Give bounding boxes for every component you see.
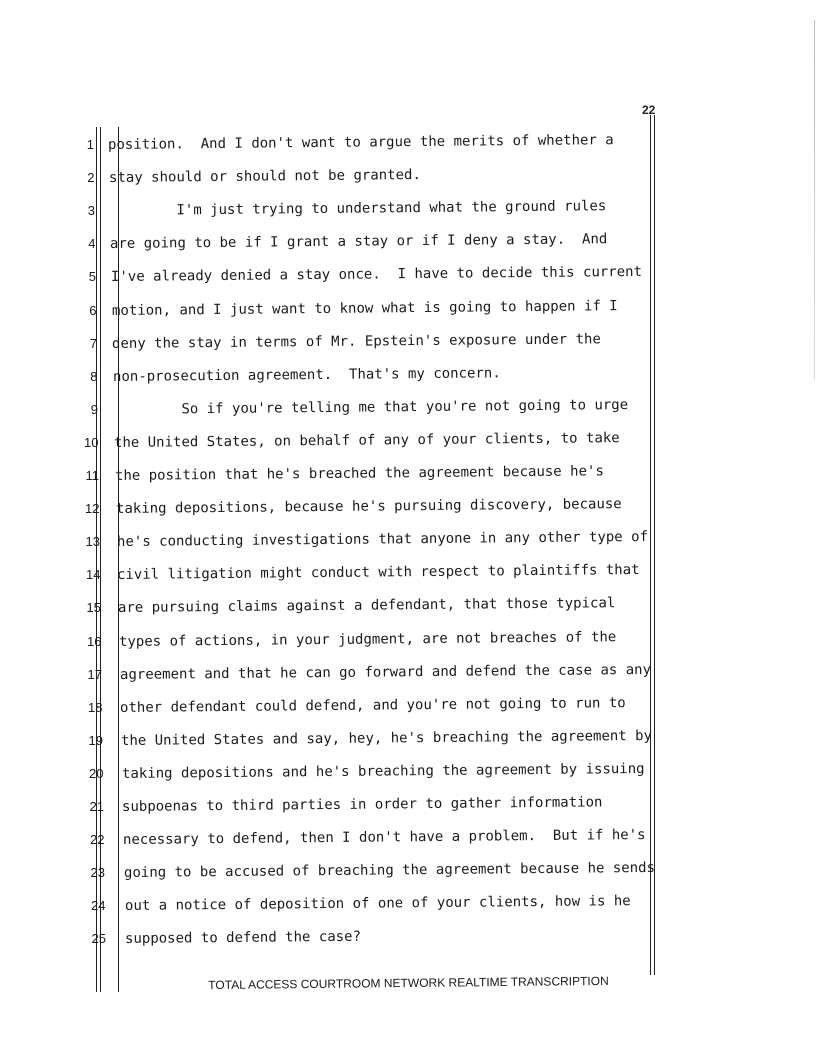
transcript-line — [0, 694, 817, 718]
transcript-line — [0, 231, 817, 254]
line-number: 22 — [90, 832, 105, 848]
line-text: types of actions, in your judgment, are not breaches of the — [118, 628, 617, 650]
transcript-line — [0, 562, 817, 585]
line-number: 20 — [89, 765, 104, 781]
line-number: 10 — [84, 434, 99, 450]
transcript-line — [0, 168, 817, 188]
line-text: non-prosecution agreement. That's my concern. — [112, 364, 501, 385]
transcript-line — [0, 827, 817, 850]
line-number: 8 — [90, 368, 98, 384]
line-number: 21 — [89, 799, 104, 814]
line-text: So if you're telling me that you're not going to urge — [113, 396, 628, 418]
transcript-line — [0, 496, 817, 519]
line-text: supposed to defend the case? — [125, 929, 362, 948]
transcript-line — [0, 595, 817, 618]
line-number: 18 — [88, 699, 103, 715]
line-number: 24 — [91, 898, 106, 914]
transcript-line — [0, 628, 817, 652]
line-text: civil litigation might conduct with respect to plaintiffs that — [117, 562, 641, 584]
line-text: are going to be if I grant a stay or if I deny a stay. And — [110, 231, 608, 253]
transcript-line — [0, 330, 817, 354]
line-text: I've already denied a stay once. I have to decide this current — [110, 264, 642, 286]
transcript-line — [0, 760, 817, 784]
line-text: I'm just trying to understand what the ground rules — [109, 198, 607, 220]
line-text: taking depositions, because he's pursuing discovery, because — [115, 496, 622, 518]
line-number: 6 — [89, 302, 97, 318]
line-text: he's conducting investigations that anyone in any other type of — [116, 529, 648, 551]
line-text: are pursuing claims against a defendant, that those typical — [118, 595, 616, 617]
transcript-line — [0, 661, 817, 685]
transcript-line — [0, 893, 817, 916]
line-number: 9 — [90, 401, 98, 417]
line-number: 2 — [87, 170, 95, 186]
line-text: the position that he's breached the agreement because he's — [115, 463, 605, 484]
line-number: 25 — [91, 931, 106, 947]
line-text: going to be accused of breaching the agreement because he sends — [123, 860, 655, 882]
line-text: the United States and say, hey, he's breaching the agreement by — [120, 727, 653, 749]
footer-text: TOTAL ACCESS COURTROOM NETWORK REALTIME TRANSCRIPTION — [208, 973, 609, 993]
line-text: the United States, on behalf of any of your clients, to take — [114, 430, 621, 451]
line-number: 5 — [88, 269, 96, 285]
transcript-line — [0, 264, 817, 287]
transcript-line — [0, 794, 817, 817]
line-text: stay should or should not be granted. — [108, 167, 421, 187]
line-number: 3 — [87, 203, 95, 219]
page-number: 22 — [642, 103, 656, 117]
line-number: 7 — [89, 335, 97, 351]
transcript-line — [0, 198, 817, 221]
line-number: 23 — [90, 865, 105, 881]
line-text: necessary to defend, then I don't have a problem. But if he's — [123, 827, 646, 849]
line-number: 14 — [86, 567, 101, 583]
transcript-line — [0, 929, 817, 949]
line-number: 19 — [88, 732, 103, 748]
line-text: motion, and I just want to know what is going to happen if I — [111, 297, 618, 319]
transcript-line — [0, 463, 817, 486]
line-number: 17 — [87, 666, 102, 682]
line-text: deny the stay in terms of Mr. Epstein's exposure under the — [112, 330, 602, 352]
line-text: agreement and that he can go forward and defend the case as any — [119, 661, 651, 683]
line-number: 1 — [86, 137, 94, 152]
line-number: 12 — [85, 501, 100, 517]
line-text: out a notice of deposition of one of your clients, how is he — [124, 893, 631, 915]
line-number: 16 — [87, 633, 102, 649]
line-text: position. And I don't want to argue the merits of whether a — [107, 132, 614, 153]
line-text: subpoenas to third parties in order to gather information — [122, 794, 603, 815]
transcript-line — [0, 430, 817, 453]
line-number: 13 — [85, 534, 100, 550]
line-number: 4 — [88, 236, 96, 252]
line-text: taking depositions and he's breaching the agreement by issuing — [121, 760, 645, 782]
transcript-line — [0, 396, 817, 420]
line-number: 15 — [86, 600, 101, 616]
line-text: other defendant could defend, and you're not going to run to — [120, 694, 627, 716]
transcript-line — [0, 364, 817, 387]
transcript-line — [0, 132, 817, 155]
transcript-line — [0, 727, 817, 751]
transcript-line — [0, 529, 817, 552]
transcript-line — [0, 297, 817, 321]
line-number: 11 — [85, 468, 99, 483]
transcript-line — [0, 860, 817, 883]
